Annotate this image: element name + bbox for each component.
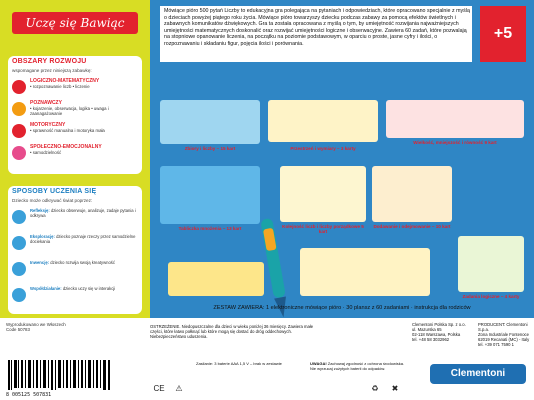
method-desc: dziecko uczy się w interakcji <box>62 286 116 291</box>
area-desc: • sprawność manualna i motoryka mała <box>30 128 105 133</box>
card-sets-numbers <box>160 100 260 144</box>
invention-icon <box>12 262 26 276</box>
method-item <box>12 260 138 282</box>
card-label: Zbiory i liczby – 15 kart <box>184 146 236 151</box>
description-box <box>160 6 472 62</box>
method-name: Refleksję: <box>30 208 50 213</box>
method-item <box>12 234 138 256</box>
exploration-icon <box>12 236 26 250</box>
barcode-icon <box>6 360 114 392</box>
game-board <box>168 262 264 296</box>
area-desc: • kojarzenie, obserwacja, logika • uwaga i zaanagażowanie <box>30 106 109 116</box>
area-desc: • samodzielność <box>30 150 62 155</box>
area-item-logic <box>12 78 138 98</box>
area-item-social <box>12 144 138 164</box>
method-item <box>12 286 138 308</box>
card-label: Dodawanie i odejmowanie – 10 kart <box>373 224 451 229</box>
method-name: Inwencję: <box>30 260 50 265</box>
areas-subtitle: wspomagane przez niniejszą zabawkę: <box>12 68 92 73</box>
area-item-motor <box>12 122 138 142</box>
cooperation-icon <box>12 288 26 302</box>
uwaga-text: Zachowaj zgodność z ochrona środowiska. Nie wyrzucaj zużytych baterii do odpadów. <box>310 361 405 371</box>
area-name: SPOŁECZNO-EMOCJONALNY <box>30 144 102 150</box>
area-desc: • rozpoznawanie liczb • liczenie <box>30 84 90 89</box>
contents-text: ZESTAW ZAWIERA: 1 elektroniczne mówiące pióro · 30 plansz z 60 zadaniami · instrukcja dla rodziców <box>213 305 471 311</box>
lightbulb-icon <box>12 102 26 116</box>
method-item <box>12 208 138 230</box>
area-name: LOGICZNO-MATEMATYCZNY <box>30 78 100 84</box>
area-name: MOTORYCZNY <box>30 122 66 128</box>
methods-subtitle: Dziecko może odkrywać świat poprzez: <box>12 198 93 203</box>
warning-icon: ⚠ <box>175 384 183 393</box>
reflection-icon <box>12 210 26 224</box>
brain-icon <box>12 80 26 94</box>
card-label: Zadania logiczne – 4 karty <box>462 294 520 299</box>
area-item-cognitive <box>12 100 138 120</box>
area-name: POZNAWCZY <box>30 100 62 106</box>
card-multiplication <box>160 166 260 224</box>
uwaga-title: UWAGA! <box>310 361 327 366</box>
card-logic-tasks <box>458 236 524 292</box>
made-in-info: Wyprodukowano we Włoszech Code 50783 <box>6 322 66 333</box>
barcode-digits: 8 005125 507831 <box>6 392 52 398</box>
card-space-dimensions <box>268 100 378 142</box>
card-label: Tabliczka mnożenia – 13 kart <box>178 226 242 231</box>
recycle-icon: ♻ <box>371 384 379 393</box>
card-label: Przestrzeń i wymiary – 3 karty <box>290 146 356 151</box>
learning-methods-panel <box>8 186 142 314</box>
card-label: Kolejność liczb i liczby porządkowe 5 kart <box>282 224 364 234</box>
warning-text: OSTRZEŻENIE. Niedopuszczalne dla dzieci w wieku poniżej 36 miesięcy. Zawiera małe części, które łatwo połknąć lub które mogą się dostać do dróg oddechowych. Niebezpieczeństwo uduszenia. <box>150 324 314 339</box>
manufacturer-info: Clementoni Polska Sp. z o.o. ul. Mazurska 65 02-118 Warszawa, Polska tel. +48 58 3032962 <box>412 322 466 342</box>
method-desc: dziecko obserwuje, analizuje, zadaje pytania i odkrywa <box>30 208 136 218</box>
heart-icon <box>12 146 26 160</box>
method-name: Współdziałanie: <box>30 286 62 291</box>
methods-title: SPOSOBY UCZENIA SIĘ <box>12 188 97 195</box>
card-add-subtract <box>372 166 452 222</box>
description-text: Mówiące pióro 500 pytań Liczby to edukacyjna gra polegająca na pytaniach i odpowiedziach, które opracowano specjalnie z myślą o dzieciach powyżej piątego roku życia. Mówiące pióro towarzyszy dziecku podczas zabawy za pomocą efektów świetlnych i zabawnych komunikatów dźwiękowych. Gra ta została opracowana z myślą o tym, by umiejętność rozwijania najważniejszych umiejętności matematycznych doskonalić oraz rozwijać umiejętności logiczne i obserwacyjne. Zawiera 60 zadań, które pozwalają na stopniowe opanowanie liczenia, na początku na poziomie podstawowym, w oparciu o proste, jasne cyfry i ilości, o rozpoznawaniu i składaniu figur, pojęcia ilości i porównania. <box>164 8 470 47</box>
ce-mark-icon: CE <box>153 384 165 393</box>
areas-title: OBSZARY ROZWOJU <box>12 58 87 65</box>
method-desc: dziecko rozwija swoją kreatywność <box>50 260 115 265</box>
card-size-compare <box>386 100 524 138</box>
card-label: Wielkość, mniejszość i równość 9 kart <box>413 140 497 145</box>
brand-title: Uczę się Bawiąc <box>12 12 138 34</box>
age-badge: +5 <box>480 6 526 62</box>
method-name: Eksplorację: <box>30 234 55 239</box>
hand-icon <box>12 124 26 138</box>
bin-icon: ✖ <box>391 384 399 393</box>
game-board <box>300 248 430 296</box>
method-desc: dziecko poznaje rzeczy przez samodzielne dociekania <box>30 234 136 244</box>
environment-note <box>310 362 406 371</box>
development-areas-panel <box>8 56 142 174</box>
card-order-numbers <box>280 166 366 222</box>
battery-note: Zasilanie: 3 baterie AAA 1,5 V – brak w zestawie <box>196 361 282 366</box>
clementoni-logo: Clementoni <box>430 364 526 384</box>
producer-info: PRODUCENT: Clementoni S.p.a. Zona Industriale Fontenoce 62019 Recanati (MC) - Italy tel. +39 071 7590 1 <box>478 322 530 347</box>
